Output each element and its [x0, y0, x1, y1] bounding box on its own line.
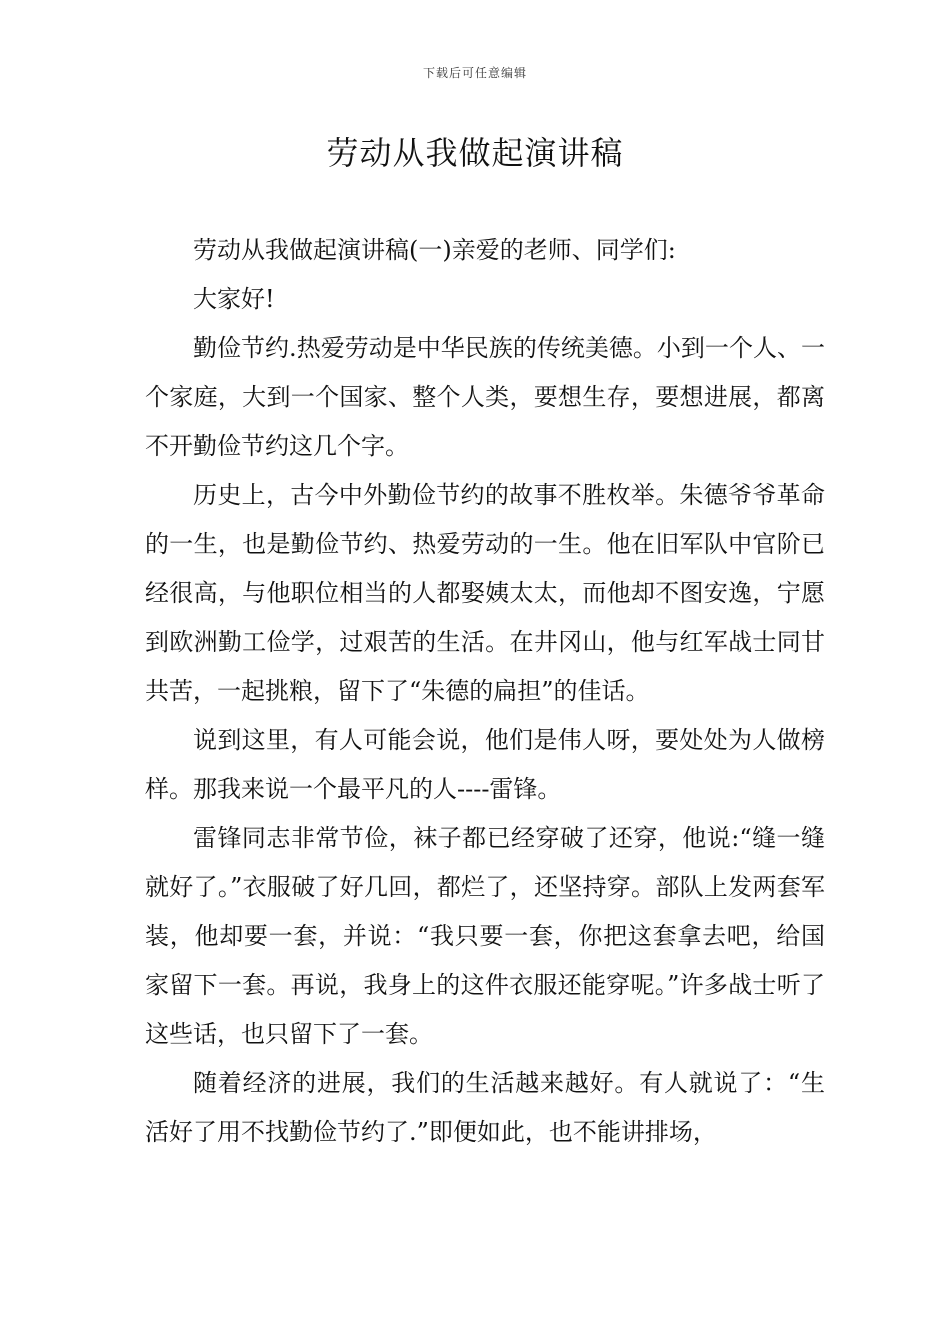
page-header-note: 下载后可任意编辑 [422, 66, 527, 80]
paragraph-zhu-de: 历史上，古今中外勤俭节约的故事不胜枚举。朱德爷爷革命的一生，也是勤俭节约、热爱劳动的一生。他在旧军队中官阶已经很高，与他职位相当的人都娶姨太太，而他却不图安逸，宁愿到欧洲勤工俭学，过艰苦的生活。在井冈山，他与红军战士同甘共苦，一起挑粮，留下了“朱德的扁担”的佳话。 [145, 481, 825, 705]
document-body [145, 226, 825, 1157]
paragraph-lei-feng-intro: 说到这里，有人可能会说，他们是伟人呀，要处处为人做榜样。那我来说一个最平凡的人----雷锋。 [145, 726, 825, 803]
paragraph-economy: 随着经济的进展，我们的生活越来越好。有人就说了：“生活好了用不找勤俭节约了.”即便如此，也不能讲排场， [145, 1069, 825, 1146]
paragraph-lei-feng-story: 雷锋同志非常节俭，袜子都已经穿破了还穿，他说:“缝一缝就好了。”衣服破了好几回，都烂了，还坚持穿。部队上发两套军装，他却要一套，并说：“我只要一套，你把这套拿去吧，给国家留下一套。再说，我身上的这件衣服还能穿呢。”许多战士听了这些话，也只留下了一套。 [145, 824, 825, 1048]
paragraph-salutation: 劳动从我做起演讲稿(一)亲爱的老师、同学们: [193, 236, 676, 264]
paragraph-greeting: 大家好! [193, 285, 275, 313]
document-title: 劳动从我做起演讲稿 [326, 134, 624, 172]
paragraph-frugality: 勤俭节约.热爱劳动是中华民族的传统美德。小到一个人、一个家庭，大到一个国家、整个人类，要想生存，要想进展，都离不开勤俭节约这几个字。 [145, 334, 825, 460]
